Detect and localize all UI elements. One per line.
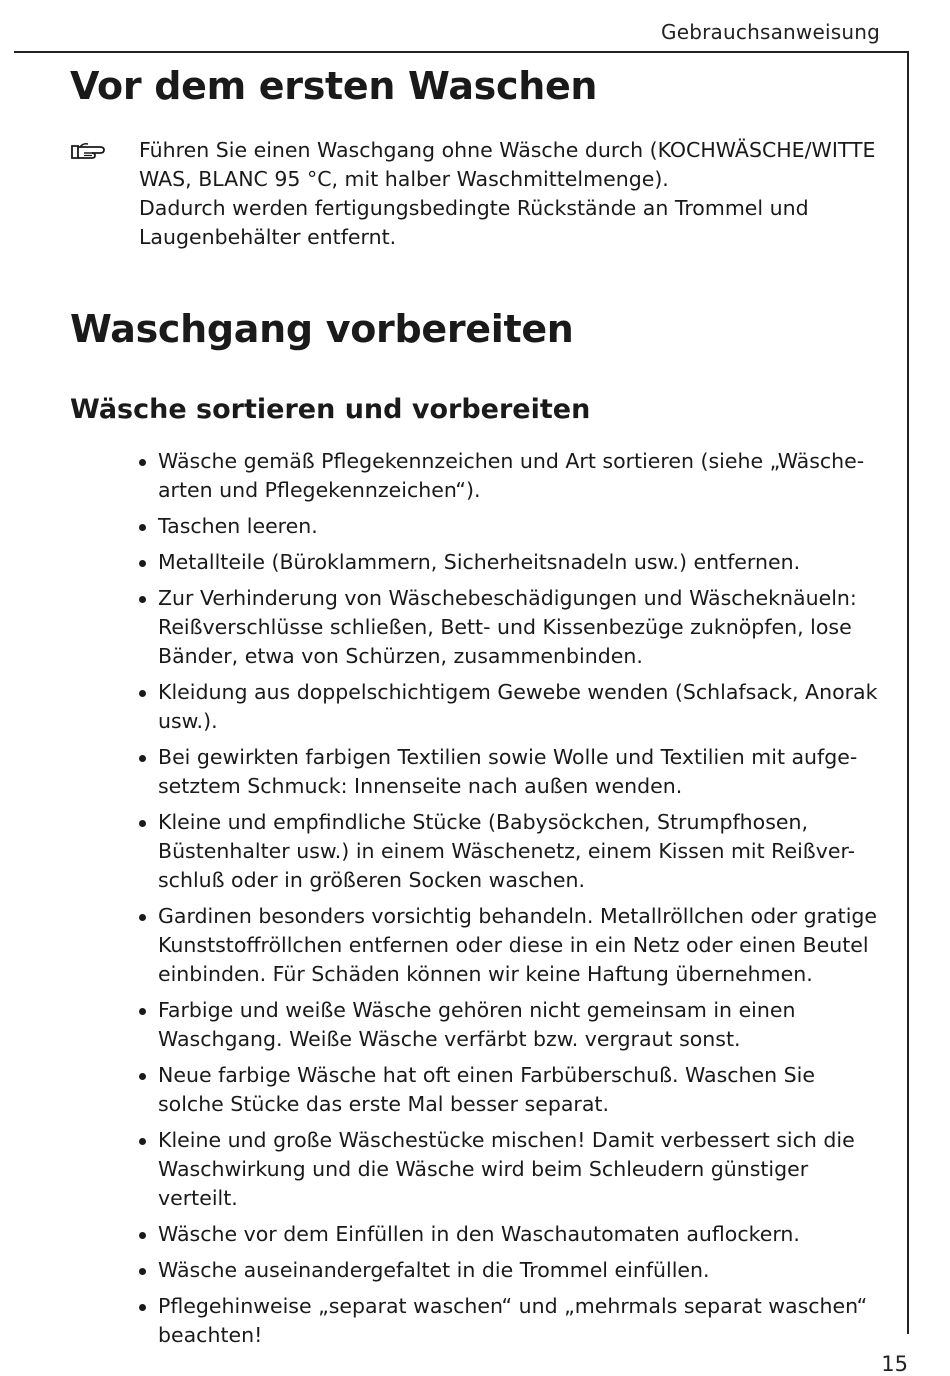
bullet-icon — [139, 755, 146, 762]
bullet-icon — [139, 459, 146, 466]
bullet-icon — [139, 560, 146, 567]
preparation-list — [70, 447, 885, 1350]
bullet-icon — [139, 690, 146, 697]
list-item: Metallteile (Büroklammern, Sicherheitsnadeln usw.) entfernen. — [137, 548, 885, 577]
bullet-icon — [139, 1268, 146, 1275]
bullet-icon — [139, 596, 146, 603]
list-item: Bei gewirkten farbigen Textilien sowie Wolle und Textilien mit aufge-setztem Schmuck: Innenseite nach außen wenden. — [137, 743, 885, 801]
list-item: Kleidung aus doppelschichtigem Gewebe wenden (Schlafsack, Anorak usw.). — [137, 678, 885, 736]
section-title-first-wash: Vor dem ersten Waschen — [70, 64, 598, 108]
list-item: Wäsche auseinandergefaltet in die Trommel einfüllen. — [137, 1256, 885, 1285]
note-text-line1: Führen Sie einen Waschgang ohne Wäsche durch (KOCHWÄSCHE/WITTE WAS, BLANC 95 °C, mit halber Waschmittelmenge). — [139, 138, 876, 191]
bullet-icon — [139, 524, 146, 531]
list-item: Kleine und große Wäschestücke mischen! Damit verbessert sich die Waschwirkung und die Wäsche wird beim Schleudern günstiger verteilt. — [137, 1126, 885, 1213]
list-item: Kleine und empfindliche Stücke (Babysöckchen, Strumpfhosen, Büstenhalter usw.) in einem Wäschenetz, einem Kissen mit Reißver-schluß oder in größeren Socken waschen. — [137, 808, 885, 895]
list-item: Neue farbige Wäsche hat oft einen Farbüberschuß. Waschen Sie solche Stücke das erste Mal besser separat. — [137, 1061, 885, 1119]
pointing-hand-icon — [70, 140, 106, 162]
bullet-icon — [139, 1138, 146, 1145]
subsection-title-sort-laundry: Wäsche sortieren und vorbereiten — [70, 394, 591, 425]
list-item: Pflegehinweise „separat waschen“ und „mehrmals separat waschen“ beachten! — [137, 1292, 885, 1350]
bullet-icon — [139, 1232, 146, 1239]
bullet-icon — [139, 914, 146, 921]
header-rule — [14, 51, 909, 53]
right-margin-rule — [907, 51, 909, 1334]
list-item: Gardinen besonders vorsichtig behandeln. Metallröllchen oder gratige Kunststoffröllchen entfernen oder diese in ein Netz oder einen Beutel einbinden. Für Schäden können wir keine Haftung übernehmen. — [137, 902, 885, 989]
list-item: Zur Verhinderung von Wäschebeschädigungen und Wäscheknäueln: Reißverschlüsse schließen, Bett- und Kissenbezüge zuknöpfen, lose Bänder, etwa von Schürzen, zusammenbinden. — [137, 584, 885, 671]
bullet-icon — [139, 1073, 146, 1080]
section-title-prepare-wash: Waschgang vorbereiten — [70, 307, 574, 351]
list-item: Taschen leeren. — [137, 512, 885, 541]
page-number: 15 — [881, 1352, 908, 1376]
note-block — [70, 136, 885, 252]
page-content — [70, 62, 885, 1357]
bullet-icon — [139, 1304, 146, 1311]
list-item: Wäsche gemäß Pflegekennzeichen und Art sortieren (siehe „Wäsche-arten und Pflegekennzeichen“). — [137, 447, 885, 505]
note-text-line2: Dadurch werden fertigungsbedingte Rückstände an Trommel und Laugenbehälter entfernt. — [139, 196, 809, 249]
bullet-icon — [139, 820, 146, 827]
list-item: Farbige und weiße Wäsche gehören nicht gemeinsam in einen Waschgang. Weiße Wäsche verfärbt bzw. vergraut sonst. — [137, 996, 885, 1054]
running-header: Gebrauchsanweisung — [661, 20, 880, 44]
list-item: Wäsche vor dem Einfüllen in den Waschautomaten auflockern. — [137, 1220, 885, 1249]
bullet-icon — [139, 1008, 146, 1015]
